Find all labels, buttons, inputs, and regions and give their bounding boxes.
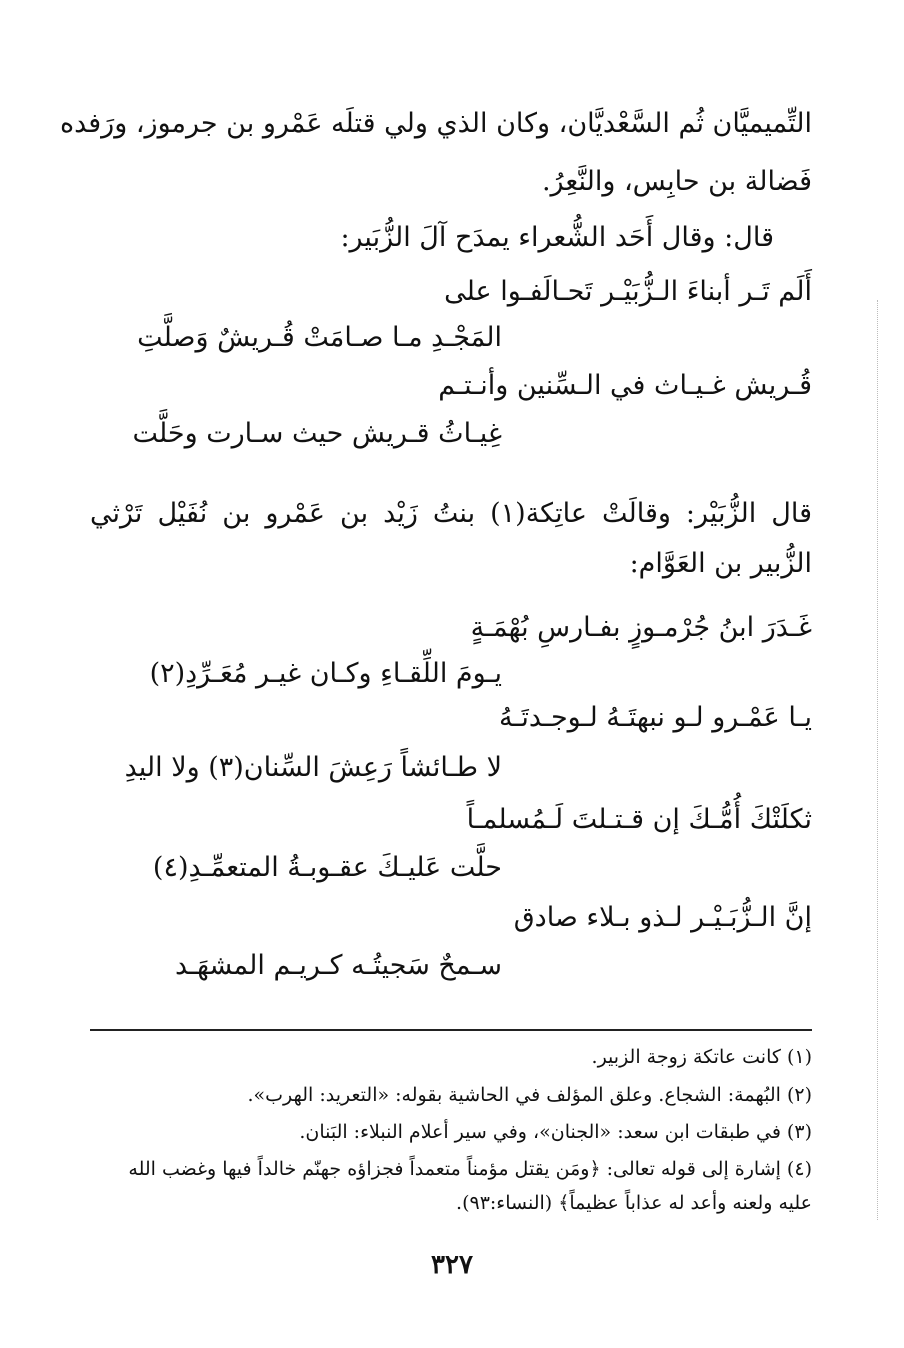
verse-second-hemistich: غِيـاثُ قـريش حيث سـارت وحَلَّت [132, 418, 502, 449]
footnote-continuation: عليه ولعنه وأعد له عذاباً عظيماً﴾ (النساء:٩٣). [456, 1192, 812, 1214]
prose-line: التِّميميَّان ثُم السَّعْديَّان، وكان الذي ولي قتلَه عَمْرو بن جرموز، ورَفده [59, 108, 812, 139]
poem-intro: قال الزُّبَيْر: وقالَتْ عاتِكة(١) بنتُ زَيْد بن عَمْرو بن نُفَيْل تَرْثي [90, 498, 812, 529]
prose-line: فَضالة بن حابِس، والنَّعِرُ. [541, 166, 812, 197]
poem-intro: الزُّبير بن العَوَّام: [629, 548, 812, 579]
footnote: (١) كانت عاتكة زوجة الزبير. [591, 1046, 812, 1068]
verse-first-hemistich: أَلَم تَـر أبناءَ الـزُّبَيْـر تَحـالَفـوا على [444, 276, 812, 307]
poem-intro: قال: وقال أَحَد الشُّعراء يمدَح آلَ الزُّبَير: [340, 222, 774, 253]
footnote: (٢) البُهمة: الشجاع. وعلق المؤلف في الحاشية بقوله: «التعريد: الهرب». [247, 1084, 812, 1106]
verse-first-hemistich: قُـريش غـيـاث في الـسِّنين وأنـتـم [438, 370, 812, 401]
verse-second-hemistich: سـمحٌ سَجيتُـه كـريـم المشهَـد [174, 950, 502, 981]
margin-scan-line [875, 300, 878, 1220]
verse-first-hemistich: غَـدَرَ ابنُ جُرْمـوزٍ بفـارسِ بُهْمَـةٍ [470, 612, 812, 643]
verse-second-hemistich: لا طـائشاً رَعِشَ السِّنان(٣) ولا اليدِ [124, 752, 502, 783]
page-number: ٣٢٧ [431, 1250, 473, 1280]
footnote: (٣) في طبقات ابن سعد: «الجنان»، وفي سير أعلام النبلاء: البَنان. [299, 1121, 812, 1143]
footnote-separator [90, 1029, 812, 1031]
footnote: (٤) إشارة إلى قوله تعالى: ﴿ومَن يقتل مؤمناً متعمداً فجزاؤه جهنّم خالداً فيها وغضب الله [128, 1158, 812, 1180]
verse-first-hemistich: ثكلَتْكَ أُمُّـكَ إن قـتـلتَ لَـمُسلمـاً [466, 804, 812, 835]
verse-second-hemistich: يـومَ اللِّقـاءِ وكـان غيـر مُعَـرِّدِ(٢) [149, 658, 502, 689]
verse-first-hemistich: إنَّ الـزُّبَـيْـر لـذو بـلاء صادق [513, 902, 812, 933]
verse-second-hemistich: المَجْـدِ مـا صـامَتْ قُـريشٌ وَصلَّتِ [137, 322, 502, 353]
verse-second-hemistich: حلَّت عَليـكَ عقـوبـةُ المتعمِّـدِ(٤) [152, 852, 502, 883]
verse-first-hemistich: يـا عَمْـرو لـو نبهتَـهُ لـوجـدتَـهُ [498, 702, 812, 733]
